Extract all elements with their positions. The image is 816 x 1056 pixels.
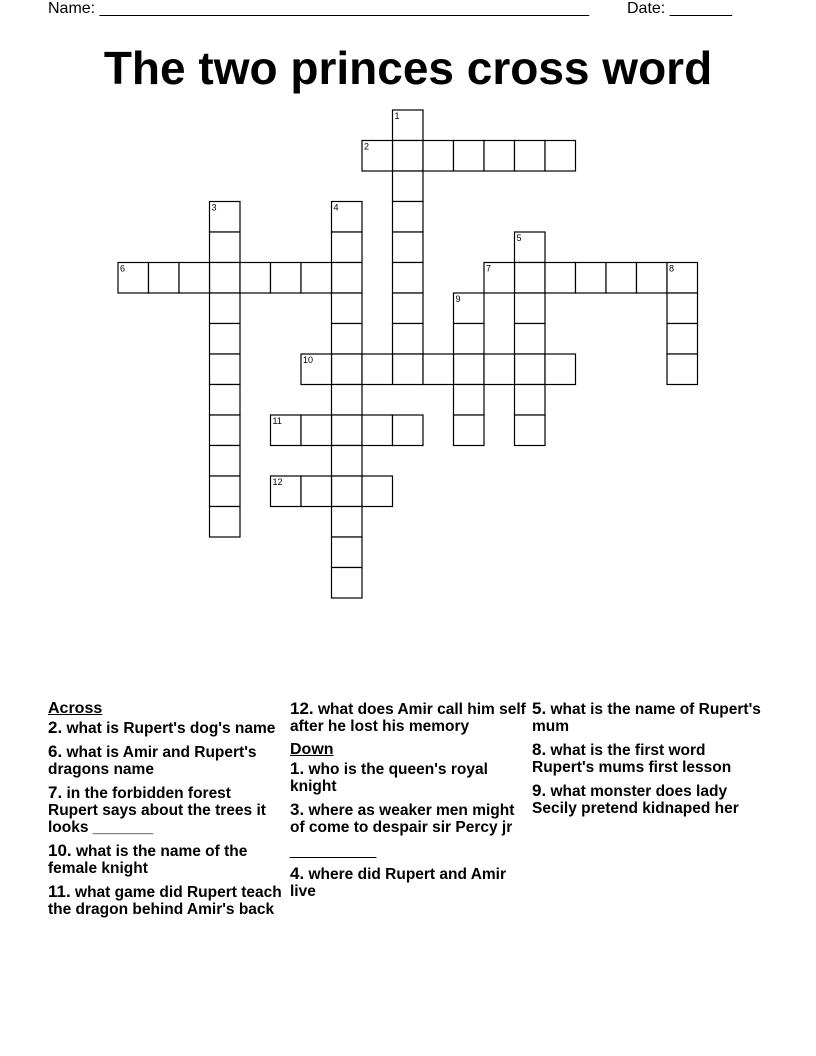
grid-cell[interactable] — [393, 202, 424, 233]
grid-cell[interactable] — [515, 385, 546, 416]
grid-cell[interactable] — [393, 141, 424, 172]
clue-down-5: 5. what is the name of Rupert's mum — [532, 699, 761, 735]
grid-cell-number: 12 — [272, 477, 283, 487]
clue-across-11: 11. what game did Rupert teach the dragon behind Amir's back — [48, 882, 282, 918]
grid-cell[interactable] — [606, 263, 637, 294]
grid-cell-number: 9 — [455, 294, 461, 304]
grid-cell[interactable] — [393, 110, 424, 141]
grid-cell[interactable] — [515, 141, 546, 172]
grid-cell[interactable] — [332, 385, 363, 416]
grid-cell[interactable] — [454, 324, 485, 355]
grid-cell[interactable] — [667, 293, 698, 324]
grid-cell[interactable] — [393, 354, 424, 385]
grid-cell-number: 1 — [394, 111, 400, 121]
grid-cell-number: 2 — [364, 141, 370, 152]
grid-cell[interactable] — [667, 324, 698, 355]
grid-cell[interactable] — [667, 263, 698, 294]
grid-cell[interactable] — [454, 385, 485, 416]
grid-cell[interactable] — [545, 263, 576, 294]
grid-cell[interactable] — [332, 476, 363, 507]
grid-cell[interactable] — [362, 415, 393, 446]
grid-cell[interactable] — [332, 568, 363, 599]
grid-cell[interactable] — [210, 415, 241, 446]
grid-cell[interactable] — [210, 446, 241, 477]
grid-cell[interactable] — [332, 507, 363, 538]
grid-cell[interactable] — [301, 476, 332, 507]
grid-cell[interactable] — [454, 293, 485, 324]
grid-cell[interactable] — [423, 354, 454, 385]
grid-cell[interactable] — [667, 354, 698, 385]
clues-column-3 — [532, 700, 768, 823]
clue-across-7: 7. in the forbidden forest Rupert says about the trees it looks _______ — [48, 783, 266, 836]
date-field-label: Date: _______ — [627, 0, 732, 17]
grid-cell[interactable] — [271, 263, 302, 294]
clue-down-4: 4. where did Rupert and Amir live — [290, 864, 507, 900]
grid-cell[interactable] — [484, 263, 515, 294]
grid-cell[interactable] — [149, 263, 180, 294]
grid-cell[interactable] — [515, 324, 546, 355]
grid-cell[interactable] — [393, 263, 424, 294]
grid-cell[interactable] — [210, 476, 241, 507]
grid-cell-number: 6 — [120, 263, 126, 274]
grid-cell[interactable] — [637, 263, 668, 294]
grid-cell[interactable] — [393, 415, 424, 446]
grid-cell[interactable] — [576, 263, 607, 294]
grid-cell[interactable] — [301, 415, 332, 446]
grid-cell[interactable] — [210, 324, 241, 355]
clue-down-3: 3. where as weaker men might of come to despair sir Percy jr __________ — [290, 800, 515, 859]
grid-cell[interactable] — [362, 141, 393, 172]
grid-cell[interactable] — [545, 141, 576, 172]
grid-cell[interactable] — [332, 354, 363, 385]
grid-cell[interactable] — [240, 263, 271, 294]
clue-across-10: 10. what is the name of the female knight — [48, 841, 248, 877]
clue-across-2: 2. what is Rupert's dog's name — [48, 718, 276, 737]
grid-cell[interactable] — [515, 415, 546, 446]
grid-cell[interactable] — [484, 354, 515, 385]
grid-cell-number: 8 — [669, 263, 675, 274]
clue-down-9: 9. what monster does lady Secily pretend kidnaped her — [532, 781, 739, 817]
grid-cell[interactable] — [515, 232, 546, 263]
grid-cell[interactable] — [515, 293, 546, 324]
grid-cell[interactable] — [454, 141, 485, 172]
grid-cell[interactable] — [332, 537, 363, 568]
page-title: The two princes cross word — [103, 42, 713, 94]
grid-cell[interactable] — [545, 354, 576, 385]
grid-cell[interactable] — [362, 354, 393, 385]
grid-cell[interactable] — [210, 354, 241, 385]
grid-cell-number: 5 — [516, 233, 522, 243]
grid-cell[interactable] — [271, 415, 302, 446]
grid-cell[interactable] — [301, 354, 332, 385]
grid-cell[interactable] — [332, 293, 363, 324]
grid-cell-number: 4 — [333, 202, 339, 213]
grid-cell[interactable] — [179, 263, 210, 294]
grid-cell[interactable] — [393, 293, 424, 324]
grid-cell[interactable] — [393, 171, 424, 202]
name-field-label: Name: _______________________________________________________ — [48, 0, 589, 17]
grid-cell[interactable] — [332, 263, 363, 294]
grid-cell-number: 10 — [303, 355, 314, 365]
clue-across-6: 6. what is Amir and Rupert's dragons name — [48, 742, 257, 778]
grid-cell[interactable] — [393, 324, 424, 355]
grid-cell[interactable] — [332, 446, 363, 477]
clue-down-8: 8. what is the first word Rupert's mums first lesson — [532, 740, 732, 776]
grid-cell-number: 7 — [486, 263, 492, 274]
grid-cell[interactable] — [332, 232, 363, 263]
grid-cell[interactable] — [393, 232, 424, 263]
grid-cell[interactable] — [271, 476, 302, 507]
grid-cell[interactable] — [210, 385, 241, 416]
grid-cell[interactable] — [362, 476, 393, 507]
grid-cell[interactable] — [454, 354, 485, 385]
grid-cell[interactable] — [515, 263, 546, 294]
grid-cell[interactable] — [301, 263, 332, 294]
grid-cell[interactable] — [454, 415, 485, 446]
grid-cell[interactable] — [210, 263, 241, 294]
grid-cell[interactable] — [484, 141, 515, 172]
clues-column-1 — [48, 700, 284, 924]
grid-cell[interactable] — [332, 324, 363, 355]
grid-cell[interactable] — [332, 202, 363, 233]
grid-cell-number: 3 — [211, 202, 217, 213]
grid-cell[interactable] — [210, 293, 241, 324]
grid-cell[interactable] — [210, 232, 241, 263]
across-heading: Across — [48, 700, 103, 717]
grid-cell[interactable] — [118, 263, 149, 294]
grid-cell[interactable] — [515, 354, 546, 385]
clues-column-2 — [290, 700, 526, 906]
grid-cell-number: 11 — [272, 416, 282, 426]
clue-across-12: 12. what does Amir call him self after he lost his memory — [290, 699, 526, 735]
down-heading: Down — [290, 741, 334, 758]
clue-down-1: 1. who is the queen's royal knight — [290, 759, 488, 795]
grid-cell[interactable] — [332, 415, 363, 446]
grid-cell[interactable] — [210, 202, 241, 233]
grid-cell[interactable] — [210, 507, 241, 538]
grid-cell[interactable] — [423, 141, 454, 172]
